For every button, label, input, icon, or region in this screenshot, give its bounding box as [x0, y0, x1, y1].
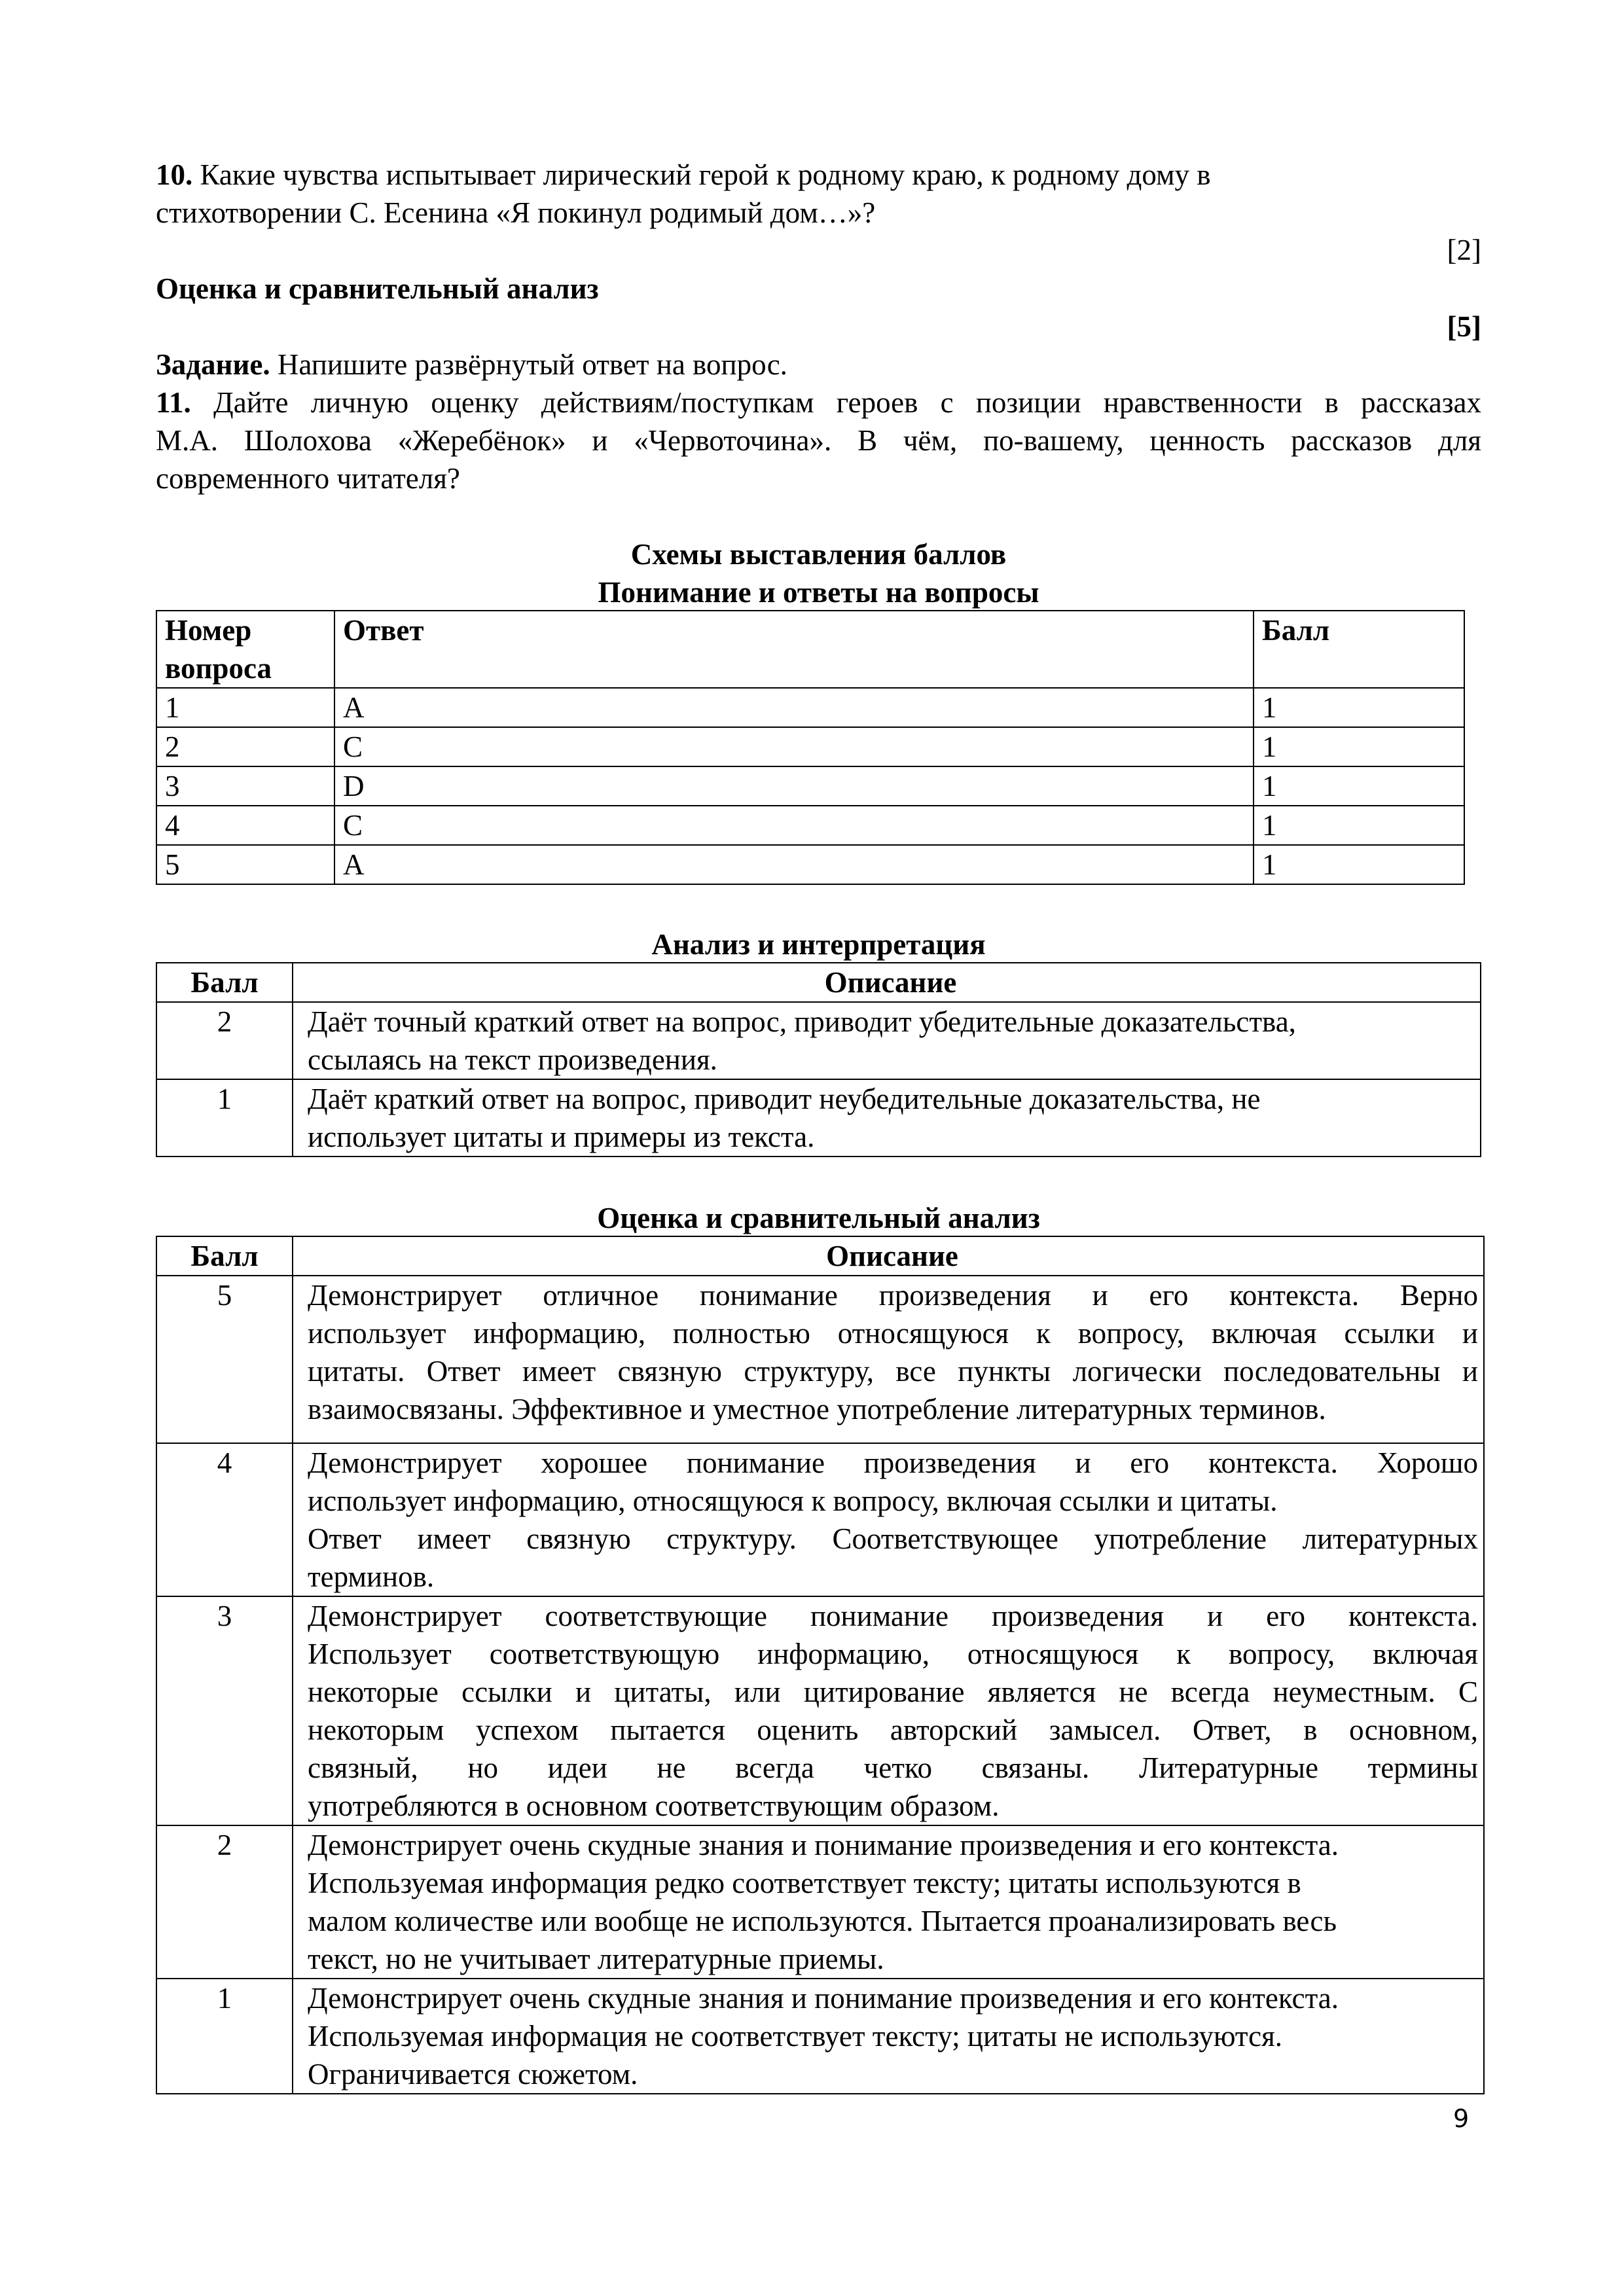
table-row — [156, 1596, 1484, 1825]
description-line: Ответ имеет связную структуру. Соответствующее употребление литературных — [308, 1522, 1478, 1555]
row-number: 1 — [156, 688, 334, 727]
table-1-title: Понимание и ответы на вопросы — [598, 576, 1039, 609]
description-line: Демонстрирует отличное понимание произведения и его контекста. Верно — [308, 1279, 1478, 1312]
description-line: цитаты. Ответ имеет связную структуру, все пункты логически последовательны и — [308, 1355, 1478, 1388]
description-line: использует информацию, относящуюся к вопросу, включая ссылки и цитаты. — [308, 1484, 1278, 1517]
description-line: ссылаясь на текст произведения. — [308, 1043, 717, 1076]
row-score: 1 — [1254, 727, 1464, 766]
description-line: Демонстрирует очень скудные знания и понимание произведения и его контекста. — [308, 1829, 1339, 1861]
table-row — [156, 1276, 1484, 1443]
row-answer: D — [334, 766, 1254, 806]
row-score: 2 — [156, 1825, 293, 1979]
description-line: некоторые ссылки и цитаты, или цитирование является не всегда неуместным. С — [308, 1676, 1478, 1708]
description-line: Демонстрирует очень скудные знания и понимание произведения и его контекста. — [308, 1982, 1339, 2015]
answers-table — [156, 610, 1465, 885]
row-description — [293, 1825, 1484, 1979]
row-description — [293, 1079, 1481, 1157]
description-line: использует информацию, полностью относящуюся к вопросу, включая ссылки и — [308, 1317, 1478, 1350]
page-number: 9 — [1453, 2104, 1470, 2133]
description-line: Демонстрирует соответствующие понимание произведения и его контекста. — [308, 1600, 1478, 1632]
question-10-line-2: стихотворении С. Есенина «Я покинул родимый дом…»? — [156, 196, 876, 229]
table-row — [156, 1079, 1481, 1157]
header-score: Балл — [156, 1236, 293, 1276]
table-row — [156, 1443, 1484, 1596]
schemes-title: Схемы выставления баллов — [630, 538, 1007, 571]
description-line: Использует соответствующую информацию, относящуюся к вопросу, включая — [308, 1638, 1478, 1670]
table-row — [156, 727, 1464, 766]
question-11-number: 11. — [156, 386, 191, 419]
row-number: 3 — [156, 766, 334, 806]
row-answer: C — [334, 727, 1254, 766]
description-line: Используемая информация не соответствует тексту; цитаты не используются. — [308, 2020, 1283, 2053]
row-score: 1 — [1254, 766, 1464, 806]
row-score: 1 — [1254, 688, 1464, 727]
description-line: Даёт точный краткий ответ на вопрос, приводит убедительные доказательства, — [308, 1005, 1296, 1038]
table-row — [156, 1825, 1484, 1979]
header-description: Описание — [293, 963, 1481, 1002]
row-description — [293, 1276, 1484, 1443]
header-answer: Ответ — [334, 611, 1254, 688]
question-11-line-3: современного читателя? — [156, 462, 460, 495]
table-row — [156, 688, 1464, 727]
description-line: Демонстрирует хорошее понимание произведения и его контекста. Хорошо — [308, 1446, 1478, 1479]
row-score: 2 — [156, 1002, 293, 1079]
row-score: 3 — [156, 1596, 293, 1825]
description-line: связный, но идеи не всегда четко связаны. Литературные термины — [308, 1751, 1478, 1784]
question-10-score: [2] — [1447, 234, 1481, 266]
row-answer: A — [334, 845, 1254, 884]
analysis-table — [156, 962, 1481, 1157]
header-question-number — [156, 611, 334, 688]
row-description — [293, 1002, 1481, 1079]
header-score: Балл — [156, 963, 293, 1002]
table-3-title: Оценка и сравнительный анализ — [597, 1202, 1040, 1234]
question-10-line-1 — [156, 156, 1481, 194]
row-description — [293, 1979, 1484, 2094]
row-score: 1 — [1254, 806, 1464, 845]
description-line: некоторым успехом пытается оценить авторский замысел. Ответ, в основном, — [308, 1713, 1478, 1746]
evaluation-table — [156, 1236, 1485, 2094]
row-number: 5 — [156, 845, 334, 884]
description-line: Даёт краткий ответ на вопрос, приводит неубедительные доказательства, не — [308, 1083, 1261, 1115]
task-line — [156, 346, 1481, 384]
question-10-text-1: Какие чувства испытывает лирический герой к родному краю, к родному дому в — [200, 158, 1211, 191]
section-eval-title: Оценка и сравнительный анализ — [156, 272, 599, 305]
question-11-line-2: М.А. Шолохова «Жеребёнок» и «Червоточина». В чём, по-вашему, ценность рассказов для — [156, 424, 1481, 457]
header-number-line-2: вопроса — [165, 652, 272, 685]
task-text: Напишите развёрнутый ответ на вопрос. — [277, 348, 787, 381]
description-line: употребляются в основном соответствующим образом. — [308, 1789, 1000, 1822]
table-2-title: Анализ и интерпретация — [651, 928, 986, 961]
row-answer: C — [334, 806, 1254, 845]
table-row — [156, 1979, 1484, 2094]
table-row — [156, 1002, 1481, 1079]
section-eval-score: [5] — [1447, 310, 1481, 343]
description-line: использует цитаты и примеры из текста. — [308, 1121, 815, 1153]
row-score: 1 — [156, 1079, 293, 1157]
row-score: 5 — [156, 1276, 293, 1443]
table-row — [156, 766, 1464, 806]
description-line: Используемая информация редко соответствует тексту; цитаты используются в — [308, 1867, 1301, 1899]
description-line: текст, но не учитывает литературные приемы. — [308, 1943, 884, 1975]
table-row — [156, 806, 1464, 845]
description-line: терминов. — [308, 1560, 435, 1593]
header-score: Балл — [1254, 611, 1464, 688]
header-description: Описание — [293, 1236, 1484, 1276]
question-10-number: 10. — [156, 158, 193, 191]
row-score: 1 — [1254, 845, 1464, 884]
description-line: Ограничивается сюжетом. — [308, 2058, 638, 2090]
task-label: Задание. — [156, 348, 270, 381]
row-number: 4 — [156, 806, 334, 845]
row-score: 4 — [156, 1443, 293, 1596]
row-score: 1 — [156, 1979, 293, 2094]
question-11-line-1 — [156, 384, 1481, 422]
row-number: 2 — [156, 727, 334, 766]
description-line: малом количестве или вообще не используются. Пытается проанализировать весь — [308, 1905, 1337, 1937]
row-description — [293, 1443, 1484, 1596]
question-11-text-1: Дайте личную оценку действиям/поступкам героев с позиции нравственности в рассказах — [213, 386, 1481, 419]
row-answer: A — [334, 688, 1254, 727]
row-description — [293, 1596, 1484, 1825]
description-line: взаимосвязаны. Эффективное и уместное употребление литературных терминов. — [308, 1393, 1326, 1426]
table-row — [156, 845, 1464, 884]
header-number-line-1: Номер — [165, 614, 252, 647]
